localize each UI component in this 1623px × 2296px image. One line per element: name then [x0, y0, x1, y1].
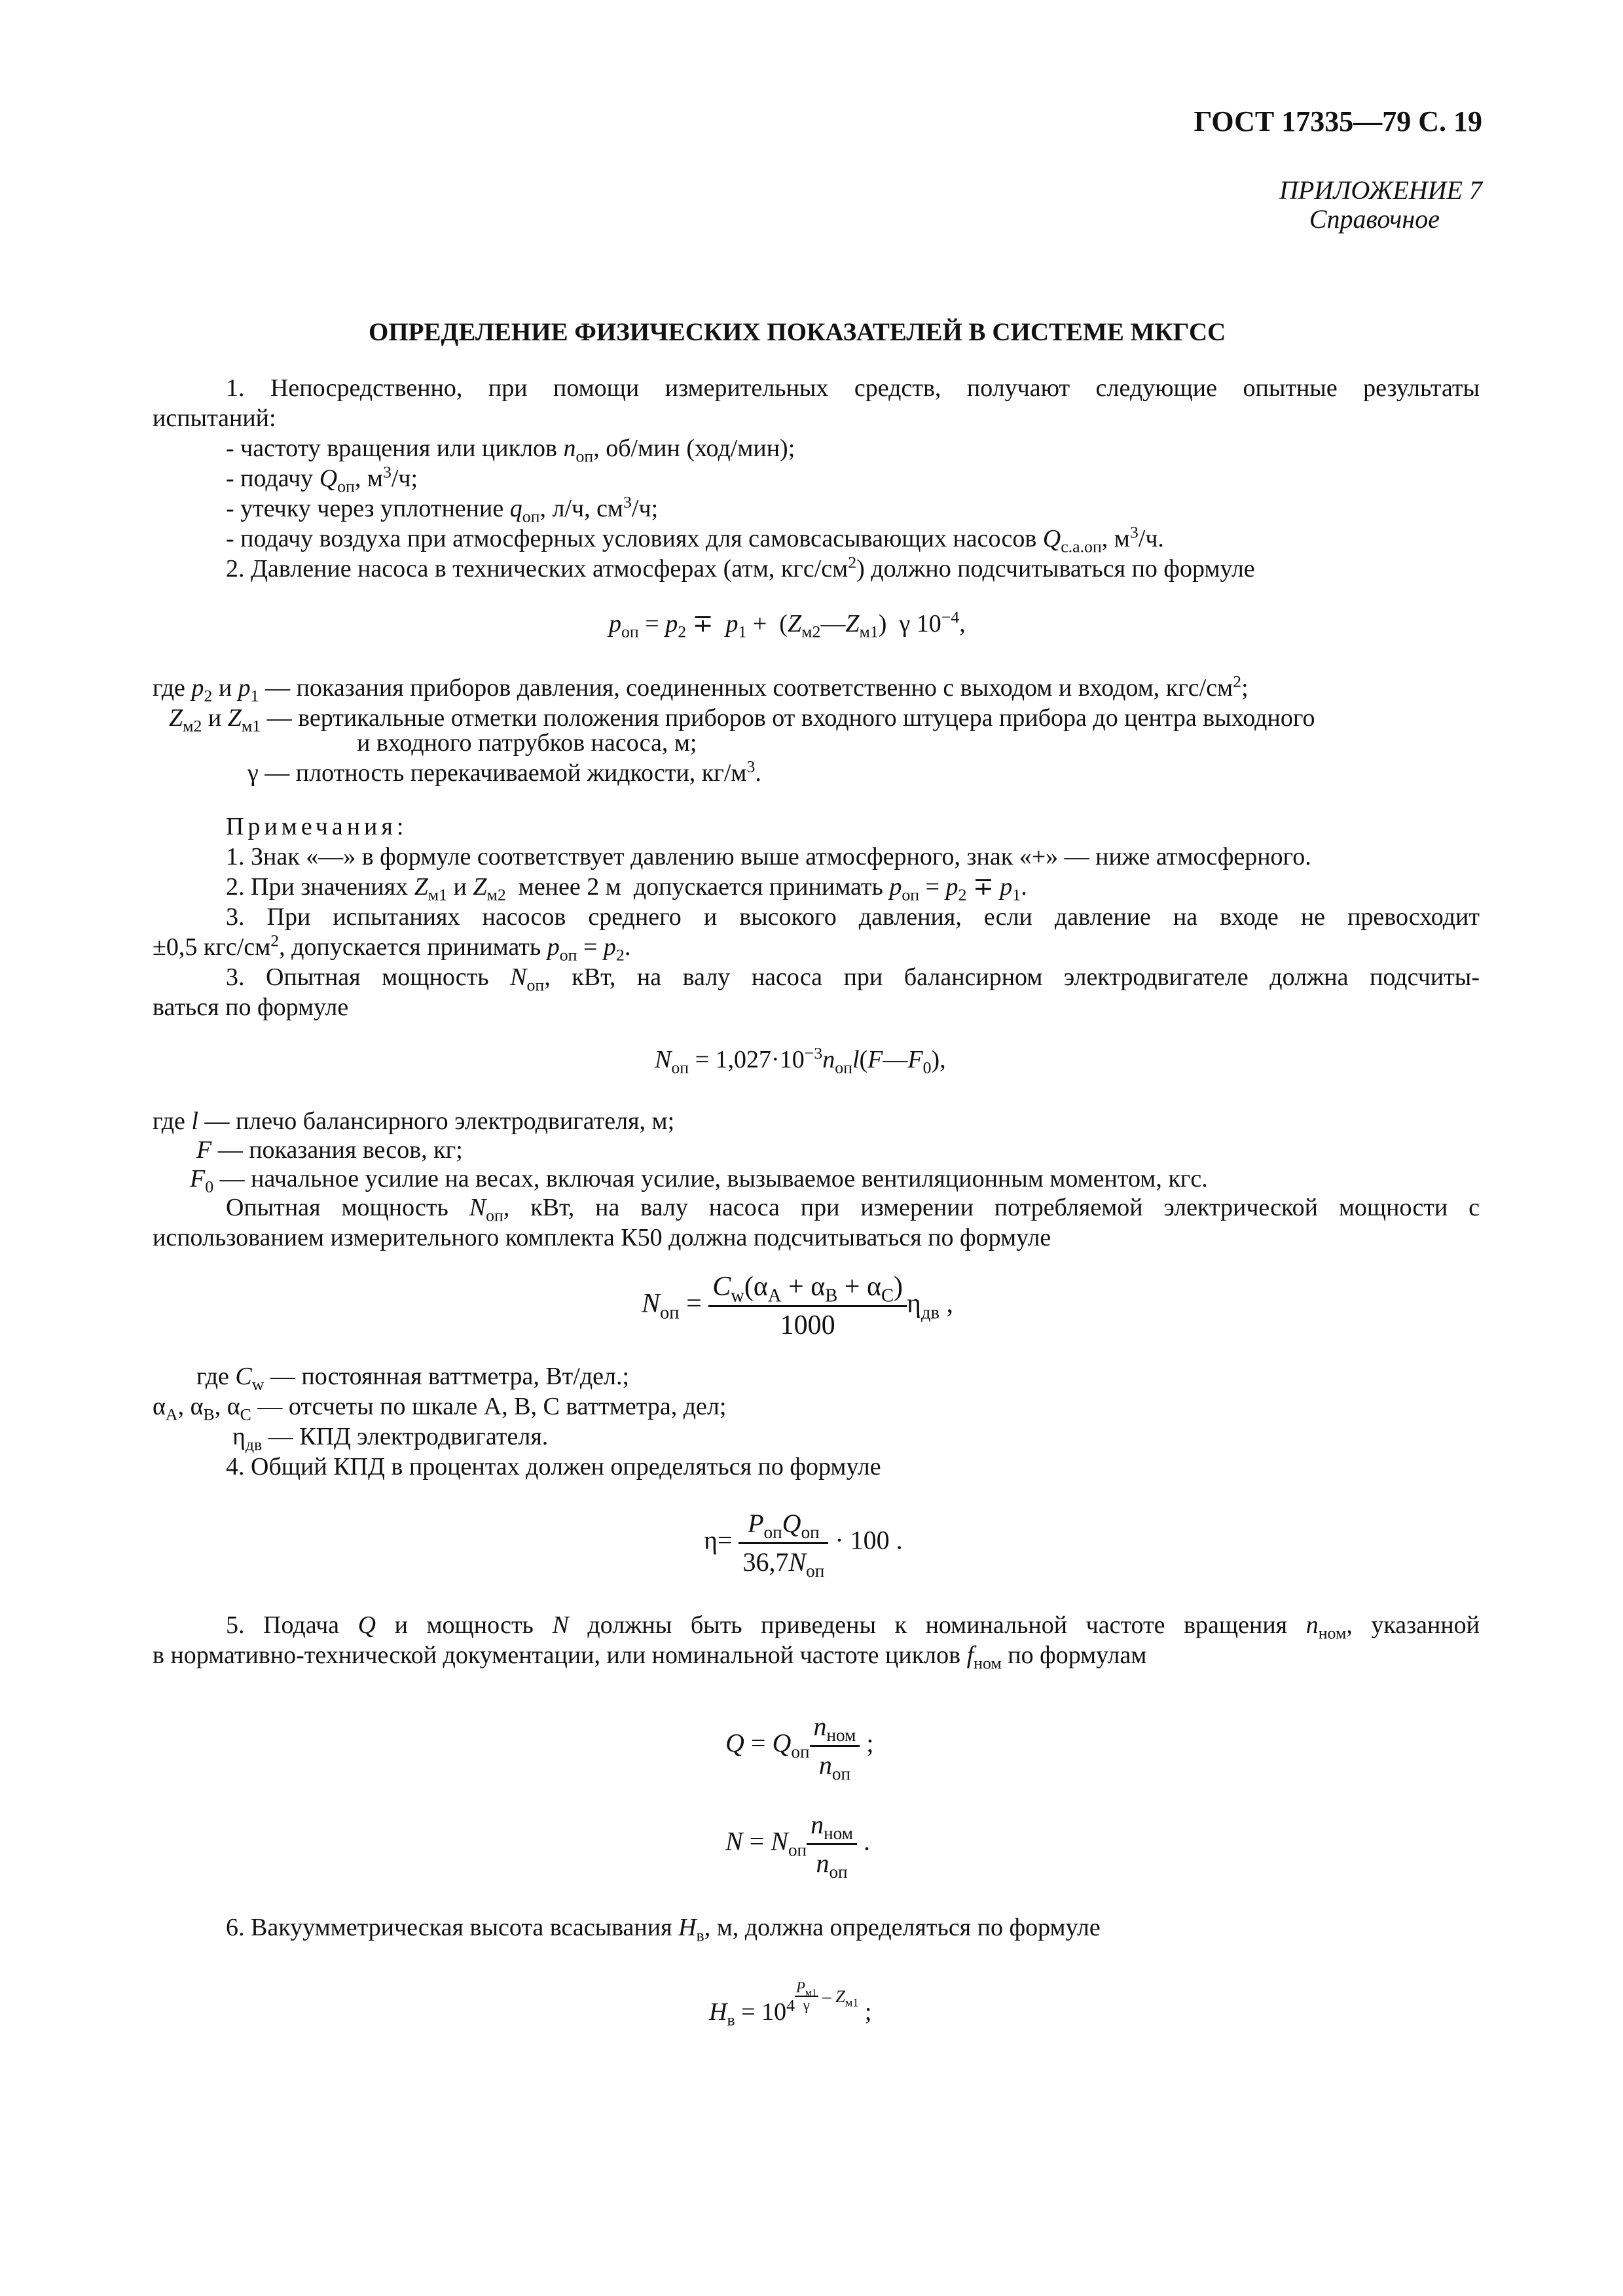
- list-item: - частоту вращения или циклов $n_{оп}$, об/мин (ход/мин);: [226, 435, 795, 466]
- p3-line4: использованием измерительного комплекта К50 должна подсчитываться по формуле: [153, 1224, 1051, 1251]
- formula-n: $N = N_{оп}$ $\frac{n_{ном}}{n_{оп}}$ .: [725, 1806, 870, 1882]
- gost-header: ГОСТ 17335—79 С. 19: [1194, 105, 1482, 137]
- appendix-label: ПРИЛОЖЕНИЕ 7: [1279, 175, 1482, 205]
- p3-where2: F — показания весов, кг;: [196, 1136, 463, 1164]
- note-3b: ±0,5 кгс/$см^2$, допускается принимать $p_{оп} = p_2$.: [153, 931, 631, 965]
- list-item: - подачу $Q_{оп}$, $м^3/ч$;: [226, 462, 418, 496]
- appendix-type: Справочное: [1309, 204, 1440, 234]
- note-1: 1. Знак «—» в формуле соответствует давлению выше атмосферного, знак «+» — ниже атмосферного.: [226, 843, 1311, 870]
- p3-line3: Опытная мощность $N_{оп}$, кВт, на валу насоса при измерении потребляемой электрической мощности с: [226, 1194, 1480, 1225]
- p3-where5: $\alpha_A$, $\alpha_B$, $\alpha_C$ — отсчеты по шкале А, В, С ваттметра, дел;: [153, 1393, 727, 1424]
- formula-power-k50: $N_{оп}$ = $\frac{C_w(\alpha_A + \alpha_B + \alpha_C)}{1000}$ $\eta_{дв}$ ,: [642, 1268, 953, 1344]
- formula-efficiency: η= $\frac{P_{оп}Q_{оп}}{36,7N_{оп}}$ · 100 .: [704, 1505, 903, 1581]
- p3-where3: $F_0$ — начальное усилие на весах, включая усилие, вызываемое вентиляционным моментом, кгс.: [190, 1165, 1208, 1196]
- list-item: - утечку через уплотнение $q_{оп}$, л/ч, $см^3/ч$;: [226, 492, 659, 526]
- note-3a: 3. При испытаниях насосов среднего и высокого давления, если давление на входе не превосходит: [226, 903, 1480, 931]
- list-item: - подачу воздуха при атмосферных условиях для самовсасывающих насосов $Q_{с.а.оп}$, $м^3/ч$.: [226, 522, 1164, 556]
- p2-where3: γ — плотность перекачиваемой жидкости, $кг/м^3$.: [247, 757, 761, 787]
- p3-where4: где $C_w$ — постоянная ваттметра, Вт/дел.;: [196, 1363, 630, 1394]
- fraction: $\frac{C_w(\alpha_A + \alpha_B + \alpha_C)}{1000}$: [708, 1268, 907, 1344]
- p2-text: 2. Давление насоса в технических атмосферах (атм, кгс/$см^2$) должно подсчитываться по формуле: [226, 552, 1255, 583]
- p6-line1: 6. Вакуумметрическая высота всасывания $H_в$, м, должна определяться по формуле: [226, 1914, 1101, 1945]
- formula-power: $N_{оп}$ = $1,027\cdot 10^{-3}n_{оп}l(F—F_0)$,: [655, 1043, 946, 1077]
- p5-line2: в нормативно-технической документации, или номинальной частоте циклов $f_{ном}$ по формулам: [153, 1641, 1147, 1673]
- p1-line2: испытаний:: [153, 404, 276, 432]
- formula-q: $Q = Q_{оп}$ $\frac{n_{ном}}{n_{оп}}$ ;: [725, 1708, 873, 1784]
- formula-suction-height: $H_в = 10^4$ $\frac{P_{м1}}{\gamma}$ $^{- Z_{м1}}$ ;: [709, 1979, 872, 2030]
- p2-where2: $Z_{м2}$ и $Z_{м1}$ — вертикальные отметки положения приборов от входного штуцера прибора до центра выходного: [169, 704, 1315, 736]
- fraction: $\frac{P_{оп}Q_{оп}}{36,7N_{оп}}$: [739, 1505, 828, 1581]
- page-title: ОПРЕДЕЛЕНИЕ ФИЗИЧЕСКИХ ПОКАЗАТЕЛЕЙ В СИСТЕМЕ МКГСС: [369, 318, 1226, 346]
- p3-where6: $\eta_{дв}$ — КПД электродвигателя.: [232, 1423, 549, 1454]
- fraction: $\frac{P_{м1}}{\gamma}$: [796, 1979, 817, 2013]
- note-2: 2. При значениях $Z_{м1}$ и $Z_{м2}$ менее 2 м допускается принимать $p_{оп} = p_2 \mp p_1$.: [226, 873, 1027, 905]
- p2-where1: где $p_2$ и $p_1$ — показания приборов давления, соединенных соответственно с выходом и входом, кгс/$см^2$;: [153, 672, 1249, 706]
- p3-line2: ваться по формуле: [153, 994, 349, 1021]
- p5-line1: 5. Подача Q и мощность N должны быть приведены к номинальной частоте вращения $n_{ном}$, указанной: [226, 1611, 1480, 1643]
- p1-line1: 1. Непосредственно, при помощи измерительных средств, получают следующие опытные результаты: [226, 374, 1480, 402]
- fraction: $\frac{n_{ном}}{n_{оп}}$: [810, 1708, 860, 1784]
- p4-line1: 4. Общий КПД в процентах должен определяться по формуле: [226, 1453, 881, 1480]
- p3-line1: 3. Опытная мощность $N_{оп}$, кВт, на валу насоса при балансирном электродвигателе должна подсчиты-: [226, 963, 1480, 995]
- formula-pressure: $p_{оп} = p_2 \mp p_1$ + $(Z_{м2}—Z_{м1})$ γ $10^{-4}$,: [609, 607, 966, 641]
- p3-where1: где l — плечо балансирного электродвигателя, м;: [153, 1107, 675, 1135]
- notes-heading: Примечания:: [226, 813, 408, 840]
- fraction: $\frac{n_{ном}}{n_{оп}}$: [807, 1806, 857, 1882]
- p2-where2b: и входного патрубков насоса, м;: [357, 729, 697, 757]
